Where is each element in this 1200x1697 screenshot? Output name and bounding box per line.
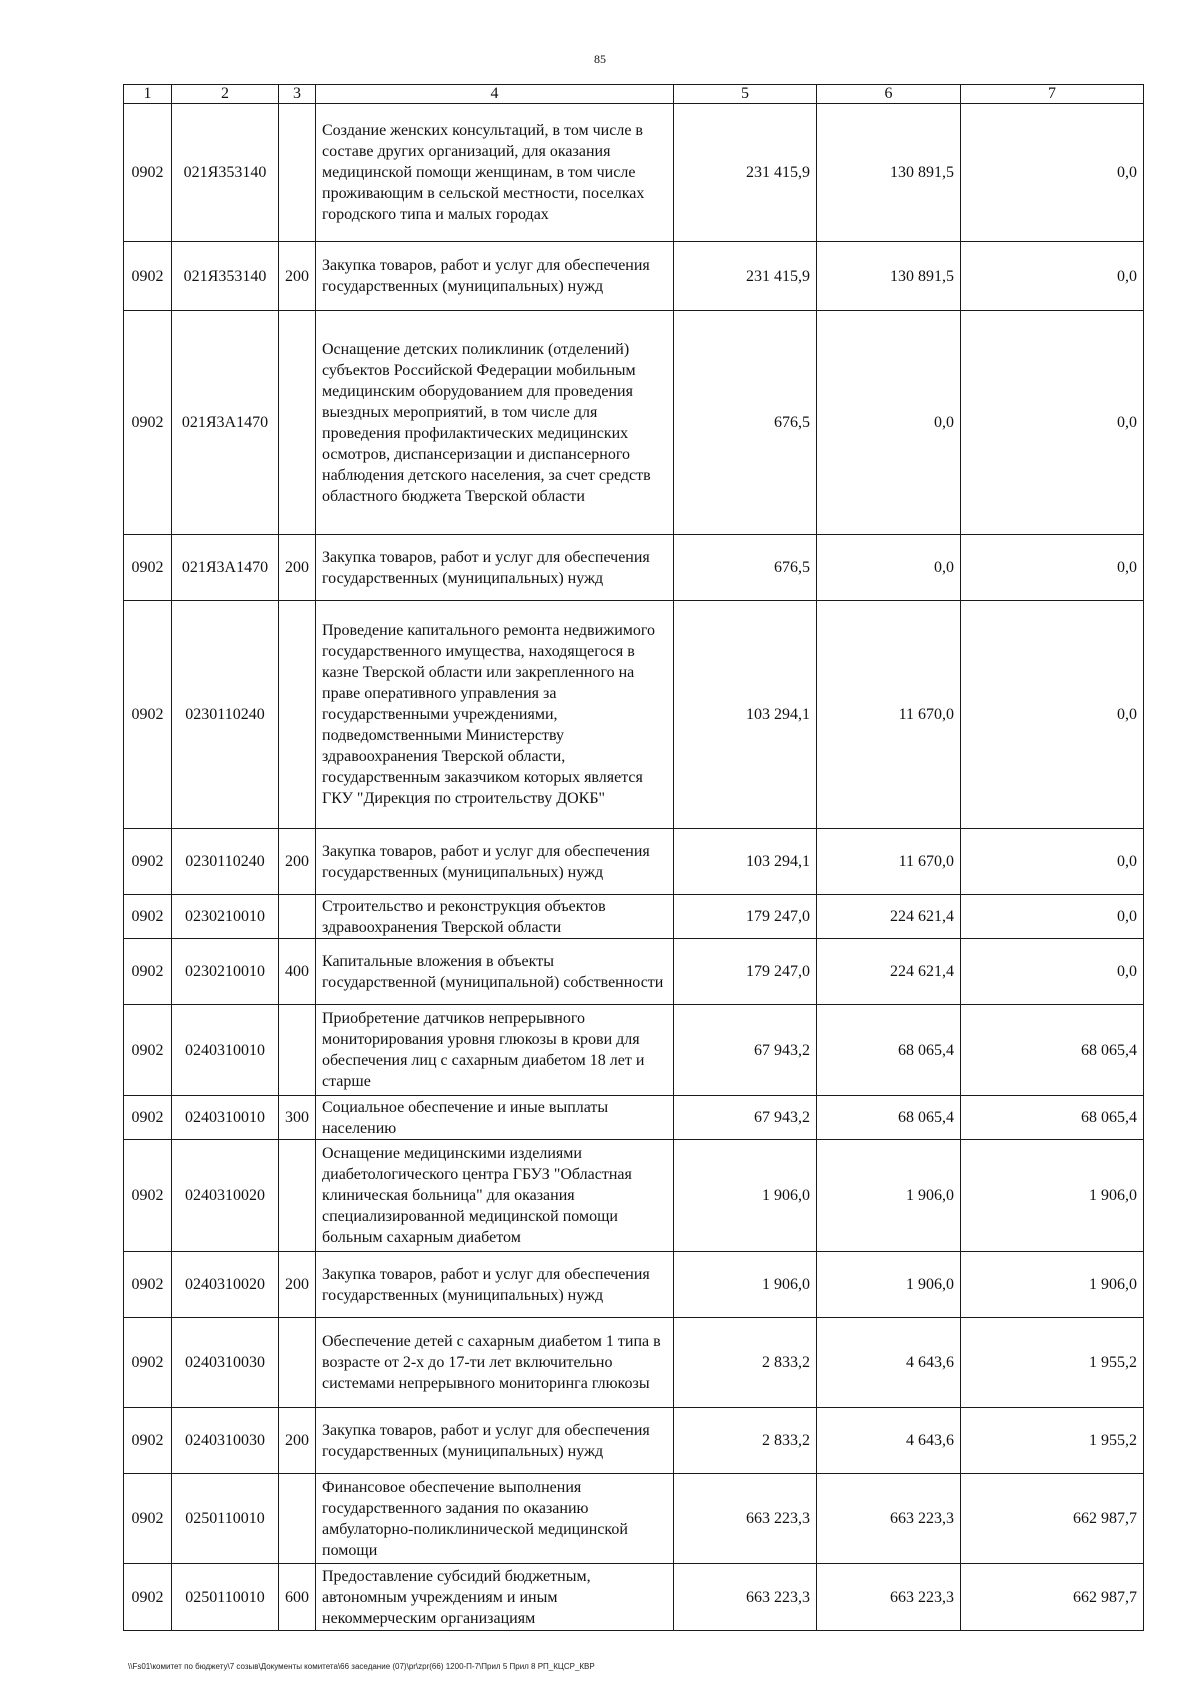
section-code: 0902 bbox=[124, 1096, 172, 1140]
section-code: 0902 bbox=[124, 535, 172, 601]
amount-col6: 130 891,5 bbox=[817, 242, 961, 311]
amount-col6: 4 643,6 bbox=[817, 1408, 961, 1474]
table-row bbox=[124, 311, 1144, 535]
header-cell: 2 bbox=[172, 85, 279, 104]
expense-type: 200 bbox=[279, 1252, 316, 1318]
amount-col7: 0,0 bbox=[961, 242, 1144, 311]
target-code: 0250110010 bbox=[172, 1564, 279, 1631]
section-code: 0902 bbox=[124, 601, 172, 829]
amount-col6: 0,0 bbox=[817, 311, 961, 535]
table-row bbox=[124, 829, 1144, 895]
amount-col5: 103 294,1 bbox=[674, 829, 817, 895]
amount-col5: 1 906,0 bbox=[674, 1140, 817, 1252]
table-row bbox=[124, 1005, 1144, 1096]
target-code: 0250110010 bbox=[172, 1474, 279, 1564]
table-row bbox=[124, 1096, 1144, 1140]
target-code: 0230110240 bbox=[172, 601, 279, 829]
section-code: 0902 bbox=[124, 242, 172, 311]
amount-col6: 663 223,3 bbox=[817, 1564, 961, 1631]
target-code: 0240310010 bbox=[172, 1096, 279, 1140]
target-code: 0230210010 bbox=[172, 895, 279, 939]
header-cell: 6 bbox=[817, 85, 961, 104]
target-code: 021Я3А1470 bbox=[172, 311, 279, 535]
section-code: 0902 bbox=[124, 1252, 172, 1318]
item-name: Закупка товаров, работ и услуг для обеспечения государственных (муниципальных) нужд bbox=[316, 1408, 674, 1474]
expense-type bbox=[279, 311, 316, 535]
amount-col5: 103 294,1 bbox=[674, 601, 817, 829]
amount-col7: 662 987,7 bbox=[961, 1564, 1144, 1631]
amount-col5: 179 247,0 bbox=[674, 939, 817, 1005]
amount-col7: 0,0 bbox=[961, 104, 1144, 242]
table-row bbox=[124, 895, 1144, 939]
item-name: Проведение капитального ремонта недвижимого государственного имущества, находящегося в казне Тверской области или закрепленного на праве оперативного управления за государственными учреждениями, подведомственными Министерству здравоохранения Тверской области, государственным заказчиком которых является ГКУ "Дирекция по строительству ДОКБ" bbox=[316, 601, 674, 829]
amount-col5: 231 415,9 bbox=[674, 242, 817, 311]
amount-col6: 1 906,0 bbox=[817, 1252, 961, 1318]
item-name: Создание женских консультаций, в том числе в составе других организаций, для оказания медицинской помощи женщинам, в том числе проживающим в сельской местности, поселках городского типа и малых городах bbox=[316, 104, 674, 242]
amount-col6: 130 891,5 bbox=[817, 104, 961, 242]
amount-col5: 2 833,2 bbox=[674, 1318, 817, 1408]
amount-col6: 11 670,0 bbox=[817, 601, 961, 829]
amount-col6: 68 065,4 bbox=[817, 1096, 961, 1140]
target-code: 0230210010 bbox=[172, 939, 279, 1005]
page-number: 85 bbox=[594, 52, 606, 66]
section-code: 0902 bbox=[124, 1140, 172, 1252]
table-row bbox=[124, 1140, 1144, 1252]
amount-col7: 1 906,0 bbox=[961, 1140, 1144, 1252]
table-row bbox=[124, 1252, 1144, 1318]
header-cell: 1 bbox=[124, 85, 172, 104]
amount-col6: 68 065,4 bbox=[817, 1005, 961, 1096]
amount-col6: 4 643,6 bbox=[817, 1318, 961, 1408]
expense-type: 200 bbox=[279, 242, 316, 311]
item-name: Предоставление субсидий бюджетным, автономным учреждениям и иным некоммерческим организациям bbox=[316, 1564, 674, 1631]
amount-col6: 224 621,4 bbox=[817, 939, 961, 1005]
amount-col7: 1 955,2 bbox=[961, 1408, 1144, 1474]
table-row bbox=[124, 1564, 1144, 1631]
amount-col6: 224 621,4 bbox=[817, 895, 961, 939]
target-code: 021Я3А1470 bbox=[172, 535, 279, 601]
item-name: Строительство и реконструкция объектов здравоохранения Тверской области bbox=[316, 895, 674, 939]
expense-type bbox=[279, 1318, 316, 1408]
item-name: Социальное обеспечение и иные выплаты населению bbox=[316, 1096, 674, 1140]
item-name: Оснащение детских поликлиник (отделений) субъектов Российской Федерации мобильным медицинским оборудованием для проведения выездных мероприятий, в том числе для проведения профилактических медицинских осмотров, диспансеризации и диспансерного наблюдения детского населения, за счет средств областного бюджета Тверской области bbox=[316, 311, 674, 535]
item-name: Обеспечение детей с сахарным диабетом 1 типа в возрасте от 2-х до 17-ти лет включительно системами непрерывного мониторинга глюкозы bbox=[316, 1318, 674, 1408]
expense-type: 200 bbox=[279, 829, 316, 895]
amount-col7: 1 906,0 bbox=[961, 1252, 1144, 1318]
expense-type bbox=[279, 1474, 316, 1564]
expense-type bbox=[279, 1005, 316, 1096]
expense-type: 600 bbox=[279, 1564, 316, 1631]
expense-type: 400 bbox=[279, 939, 316, 1005]
amount-col7: 0,0 bbox=[961, 939, 1144, 1005]
amount-col7: 0,0 bbox=[961, 895, 1144, 939]
table-row bbox=[124, 1474, 1144, 1564]
amount-col6: 1 906,0 bbox=[817, 1140, 961, 1252]
amount-col6: 11 670,0 bbox=[817, 829, 961, 895]
table-row bbox=[124, 939, 1144, 1005]
section-code: 0902 bbox=[124, 939, 172, 1005]
expense-type: 300 bbox=[279, 1096, 316, 1140]
item-name: Закупка товаров, работ и услуг для обеспечения государственных (муниципальных) нужд bbox=[316, 1252, 674, 1318]
item-name: Закупка товаров, работ и услуг для обеспечения государственных (муниципальных) нужд bbox=[316, 829, 674, 895]
amount-col7: 0,0 bbox=[961, 829, 1144, 895]
section-code: 0902 bbox=[124, 895, 172, 939]
table-row bbox=[124, 535, 1144, 601]
section-code: 0902 bbox=[124, 104, 172, 242]
item-name: Финансовое обеспечение выполнения государственного задания по оказанию амбулаторно-поликлинической медицинской помощи bbox=[316, 1474, 674, 1564]
amount-col5: 67 943,2 bbox=[674, 1096, 817, 1140]
table-row bbox=[124, 104, 1144, 242]
amount-col6: 0,0 bbox=[817, 535, 961, 601]
section-code: 0902 bbox=[124, 1318, 172, 1408]
section-code: 0902 bbox=[124, 311, 172, 535]
amount-col5: 1 906,0 bbox=[674, 1252, 817, 1318]
target-code: 0240310030 bbox=[172, 1318, 279, 1408]
target-code: 0240310030 bbox=[172, 1408, 279, 1474]
amount-col7: 0,0 bbox=[961, 601, 1144, 829]
amount-col5: 231 415,9 bbox=[674, 104, 817, 242]
amount-col7: 0,0 bbox=[961, 311, 1144, 535]
table-row bbox=[124, 1318, 1144, 1408]
amount-col5: 67 943,2 bbox=[674, 1005, 817, 1096]
budget-table bbox=[123, 84, 1144, 1631]
amount-col5: 663 223,3 bbox=[674, 1474, 817, 1564]
item-name: Оснащение медицинскими изделиями диабетологического центра ГБУЗ "Областная клиническая больница" для оказания специализированной медицинской помощи больным сахарным диабетом bbox=[316, 1140, 674, 1252]
expense-type bbox=[279, 601, 316, 829]
header-cell: 5 bbox=[674, 85, 817, 104]
amount-col5: 663 223,3 bbox=[674, 1564, 817, 1631]
header-cell: 3 bbox=[279, 85, 316, 104]
expense-type bbox=[279, 104, 316, 242]
amount-col5: 676,5 bbox=[674, 311, 817, 535]
target-code: 021Я353140 bbox=[172, 242, 279, 311]
target-code: 0240310010 bbox=[172, 1005, 279, 1096]
table-row bbox=[124, 1408, 1144, 1474]
header-row bbox=[124, 85, 1144, 104]
item-name: Закупка товаров, работ и услуг для обеспечения государственных (муниципальных) нужд bbox=[316, 535, 674, 601]
section-code: 0902 bbox=[124, 1408, 172, 1474]
header-cell: 4 bbox=[316, 85, 674, 104]
amount-col7: 662 987,7 bbox=[961, 1474, 1144, 1564]
section-code: 0902 bbox=[124, 829, 172, 895]
table-row bbox=[124, 242, 1144, 311]
section-code: 0902 bbox=[124, 1005, 172, 1096]
expense-type bbox=[279, 895, 316, 939]
section-code: 0902 bbox=[124, 1474, 172, 1564]
amount-col7: 1 955,2 bbox=[961, 1318, 1144, 1408]
item-name: Приобретение датчиков непрерывного мониторирования уровня глюкозы в крови для обеспечения лиц с сахарным диабетом 18 лет и старше bbox=[316, 1005, 674, 1096]
target-code: 0240310020 bbox=[172, 1140, 279, 1252]
amount-col7: 0,0 bbox=[961, 535, 1144, 601]
expense-type bbox=[279, 1140, 316, 1252]
item-name: Капитальные вложения в объекты государственной (муниципальной) собственности bbox=[316, 939, 674, 1005]
amount-col5: 676,5 bbox=[674, 535, 817, 601]
expense-type: 200 bbox=[279, 535, 316, 601]
amount-col5: 2 833,2 bbox=[674, 1408, 817, 1474]
target-code: 0240310020 bbox=[172, 1252, 279, 1318]
expense-type: 200 bbox=[279, 1408, 316, 1474]
amount-col6: 663 223,3 bbox=[817, 1474, 961, 1564]
target-code: 021Я353140 bbox=[172, 104, 279, 242]
section-code: 0902 bbox=[124, 1564, 172, 1631]
amount-col7: 68 065,4 bbox=[961, 1005, 1144, 1096]
item-name: Закупка товаров, работ и услуг для обеспечения государственных (муниципальных) нужд bbox=[316, 242, 674, 311]
target-code: 0230110240 bbox=[172, 829, 279, 895]
table-row bbox=[124, 601, 1144, 829]
amount-col7: 68 065,4 bbox=[961, 1096, 1144, 1140]
footer-file-path: \\Fs01\комитет по бюджету\7 созыв\Документы комитета\66 заседание (07)\pr\zpr(66) 1200-П-7\Прил 5 Прил 8 РП_КЦСР_КВР bbox=[128, 1662, 595, 1671]
amount-col5: 179 247,0 bbox=[674, 895, 817, 939]
header-cell: 7 bbox=[961, 85, 1144, 104]
